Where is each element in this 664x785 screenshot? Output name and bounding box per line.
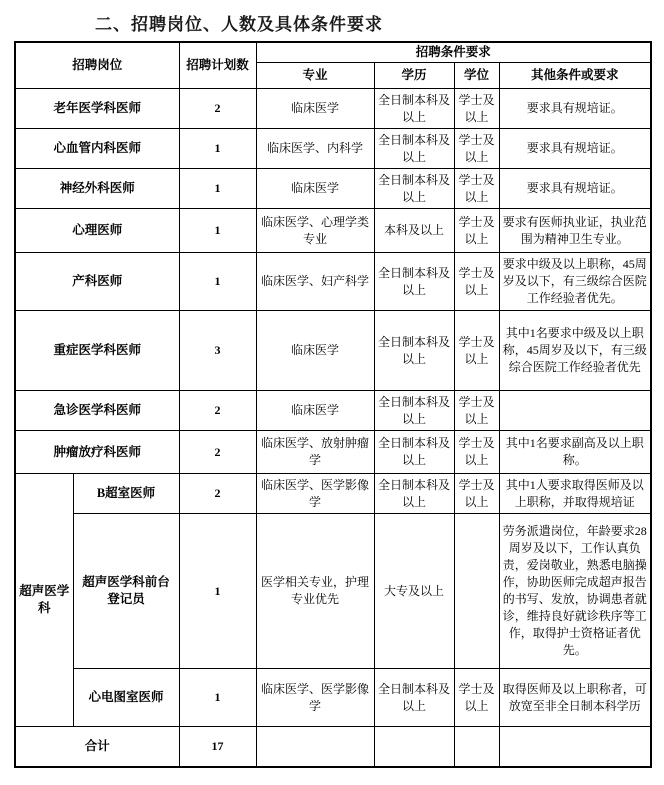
- position-cell: B超室医师: [73, 474, 179, 514]
- other-cell: 其中1名要求副高及以上职称。: [499, 431, 651, 474]
- major-cell: 临床医学: [256, 311, 374, 391]
- position-cell: 心血管内科医师: [15, 129, 179, 169]
- count-cell: 1: [179, 669, 256, 727]
- table-row: [15, 311, 651, 391]
- degree-cell: 学士及以上: [454, 89, 499, 129]
- total-count-cell: 17: [179, 727, 256, 767]
- degree-cell: 学士及以上: [454, 669, 499, 727]
- degree-cell: 学士及以上: [454, 169, 499, 209]
- major-cell: 临床医学、放射肿瘤学: [256, 431, 374, 474]
- education-cell: 全日制本科及以上: [374, 391, 454, 431]
- degree-cell: 学士及以上: [454, 391, 499, 431]
- header-education: 学历: [374, 63, 454, 89]
- degree-cell: 学士及以上: [454, 209, 499, 253]
- major-cell: 临床医学: [256, 169, 374, 209]
- total-major-cell: [256, 727, 374, 767]
- count-cell: 2: [179, 391, 256, 431]
- other-cell: 要求有医师执业证，执业范围为精神卫生专业。: [499, 209, 651, 253]
- degree-cell: 学士及以上: [454, 474, 499, 514]
- degree-cell: 学士及以上: [454, 129, 499, 169]
- total-label-cell: 合计: [15, 727, 179, 767]
- major-cell: 临床医学、医学影像学: [256, 669, 374, 727]
- table-row: [15, 129, 651, 169]
- degree-cell: 学士及以上: [454, 311, 499, 391]
- degree-cell: 学士及以上: [454, 253, 499, 311]
- total-degree-cell: [454, 727, 499, 767]
- position-cell: 神经外科医师: [15, 169, 179, 209]
- page-title: 二、招聘岗位、人数及具体条件要求: [95, 15, 383, 34]
- table-row: [15, 514, 651, 669]
- major-cell: 临床医学、心理学类专业: [256, 209, 374, 253]
- other-cell: 其中1人要求取得医师及以上职称，并取得规培证: [499, 474, 651, 514]
- education-cell: 大专及以上: [374, 514, 454, 669]
- education-cell: 全日制本科及以上: [374, 89, 454, 129]
- position-cell: 重症医学科医师: [15, 311, 179, 391]
- count-cell: 1: [179, 129, 256, 169]
- header-major: 专业: [256, 63, 374, 89]
- table-row: [15, 89, 651, 129]
- count-cell: 1: [179, 209, 256, 253]
- table-row: [15, 391, 651, 431]
- header-degree: 学位: [454, 63, 499, 89]
- table-row: [15, 209, 651, 253]
- table-row: [15, 431, 651, 474]
- table-row: [15, 669, 651, 727]
- other-cell: [499, 391, 651, 431]
- header-plan-count: 招聘计划数: [179, 42, 256, 89]
- header-other: 其他条件或要求: [499, 63, 651, 89]
- total-row: [15, 727, 651, 767]
- education-cell: 全日制本科及以上: [374, 669, 454, 727]
- major-cell: 临床医学: [256, 89, 374, 129]
- degree-cell: 学士及以上: [454, 431, 499, 474]
- major-cell: 临床医学、医学影像学: [256, 474, 374, 514]
- position-cell: 产科医师: [15, 253, 179, 311]
- other-cell: 要求中级及以上职称，45周岁及以下，有三级综合医院工作经验者优先。: [499, 253, 651, 311]
- table-row: [15, 253, 651, 311]
- position-cell: 心理医师: [15, 209, 179, 253]
- education-cell: 全日制本科及以上: [374, 129, 454, 169]
- position-cell: 超声医学科前台登记员: [73, 514, 179, 669]
- table-row: [15, 474, 651, 514]
- major-cell: 临床医学、内科学: [256, 129, 374, 169]
- degree-cell: [454, 514, 499, 669]
- count-cell: 2: [179, 431, 256, 474]
- education-cell: 全日制本科及以上: [374, 253, 454, 311]
- other-cell: 取得医师及以上职称者，可放宽至非全日制本科学历: [499, 669, 651, 727]
- other-cell: 要求具有规培证。: [499, 169, 651, 209]
- count-cell: 2: [179, 474, 256, 514]
- major-cell: 临床医学: [256, 391, 374, 431]
- count-cell: 1: [179, 169, 256, 209]
- count-cell: 3: [179, 311, 256, 391]
- header-position: 招聘岗位: [15, 42, 179, 89]
- position-cell: 肿瘤放疗科医师: [15, 431, 179, 474]
- position-cell: 急诊医学科医师: [15, 391, 179, 431]
- education-cell: 本科及以上: [374, 209, 454, 253]
- position-cell: 心电图室医师: [73, 669, 179, 727]
- count-cell: 2: [179, 89, 256, 129]
- department-group-cell: 超声医学科: [15, 474, 73, 727]
- major-cell: 医学相关专业，护理专业优先: [256, 514, 374, 669]
- other-cell: 要求具有规培证。: [499, 89, 651, 129]
- table-row: [15, 169, 651, 209]
- position-cell: 老年医学科医师: [15, 89, 179, 129]
- other-cell: 要求具有规培证。: [499, 129, 651, 169]
- education-cell: 全日制本科及以上: [374, 474, 454, 514]
- education-cell: 全日制本科及以上: [374, 311, 454, 391]
- total-education-cell: [374, 727, 454, 767]
- total-other-cell: [499, 727, 651, 767]
- major-cell: 临床医学、妇产科学: [256, 253, 374, 311]
- table-header-row-1: [15, 42, 651, 63]
- count-cell: 1: [179, 514, 256, 669]
- education-cell: 全日制本科及以上: [374, 431, 454, 474]
- recruitment-table: [14, 41, 652, 768]
- education-cell: 全日制本科及以上: [374, 169, 454, 209]
- header-requirements: 招聘条件要求: [256, 42, 651, 63]
- count-cell: 1: [179, 253, 256, 311]
- other-cell: 其中1名要求中级及以上职称，45周岁及以下，有三级综合医院工作经验者优先: [499, 311, 651, 391]
- other-cell: 劳务派遣岗位，年龄要求28周岁及以下，工作认真负责，爱岗敬业，熟悉电脑操作，协助医师完成超声报告的书写、发放，协调患者就诊，维持良好就诊秩序等工作，取得护士资格证者优先。: [499, 514, 651, 669]
